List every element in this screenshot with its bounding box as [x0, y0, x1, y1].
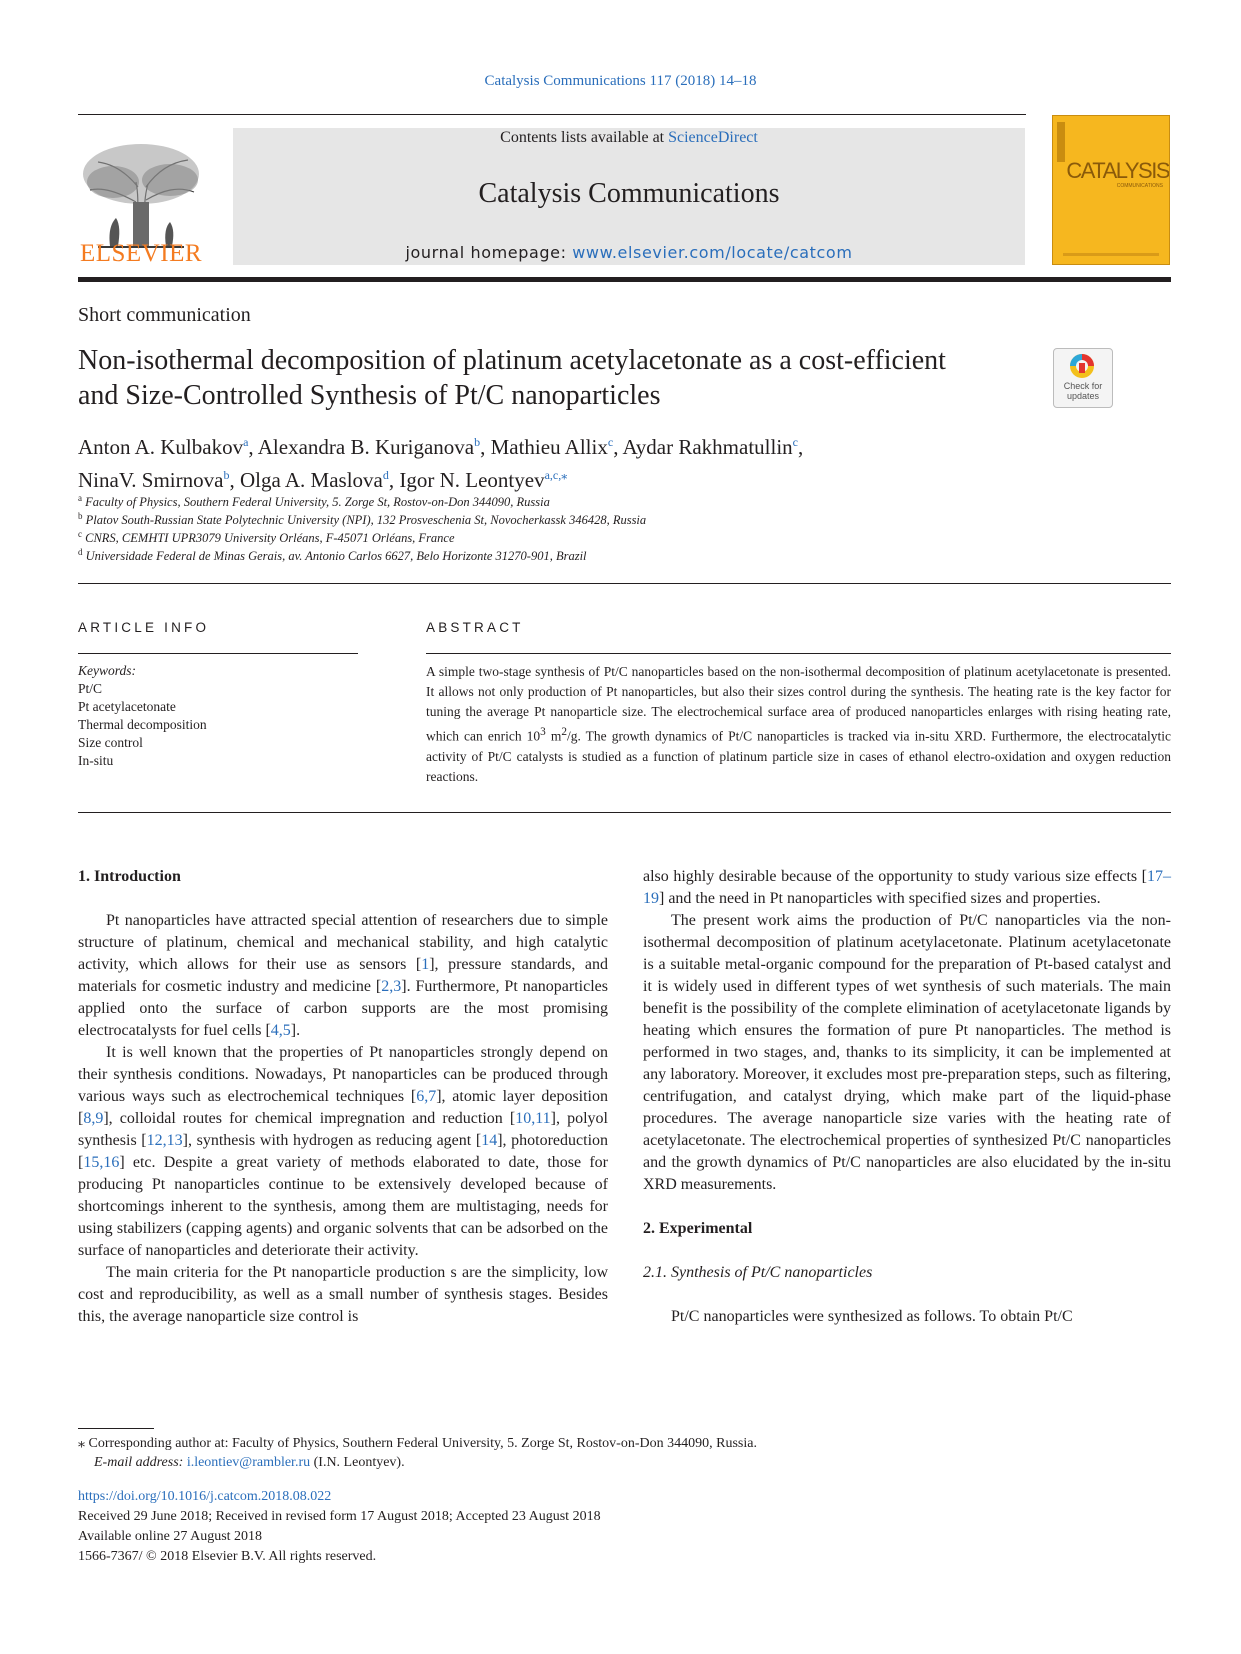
- copyright: 1566-7367/ © 2018 Elsevier B.V. All rights reserved.: [78, 1549, 377, 1564]
- contents-line: [233, 129, 1025, 147]
- cover-footer: [1063, 253, 1159, 256]
- footnote-rule: [78, 1428, 154, 1429]
- keywords-label: Keywords:: [78, 663, 136, 678]
- abstract-text: [426, 662, 1171, 787]
- sciencedirect-link[interactable]: ScienceDirect: [668, 129, 758, 146]
- affiliation-c: [78, 529, 455, 546]
- author-name[interactable]: Anton A. Kulbakov: [78, 435, 244, 459]
- footnote-star: ⁎: [78, 1436, 85, 1451]
- text: ], atomic layer deposition [: [78, 1088, 609, 1127]
- affiliation-text: Platov South-Russian State Polytechnic University (NPI), 132 Prosveschenia St, Novocherkassk 346428, Russia: [85, 513, 647, 528]
- publication-info: [78, 1487, 601, 1567]
- crossmark-icon: [1069, 353, 1095, 379]
- experimental-paragraph-1: Pt/C nanoparticles were synthesized as follows. To obtain Pt/C: [671, 1308, 1073, 1325]
- introduction-heading: 1. Introduction: [78, 868, 181, 885]
- experimental-heading: 2. Experimental: [643, 1220, 753, 1237]
- author-affiliation-ref[interactable]: b: [474, 435, 481, 449]
- citation-link[interactable]: 8,9: [83, 1110, 104, 1127]
- header-thick-rule: [78, 277, 1171, 282]
- citation-link[interactable]: 14: [481, 1132, 498, 1149]
- text: ], polyol synthesis [: [78, 1110, 608, 1149]
- email-owner: (I.N. Leontyev).: [313, 1455, 405, 1470]
- keywords-block: [78, 662, 207, 770]
- author-name[interactable]: Aydar Rakhmatullin: [622, 435, 793, 459]
- citation-link[interactable]: 10,11: [515, 1110, 551, 1127]
- footnote-text: Corresponding author at: Faculty of Physics, Southern Federal University, 5. Zorge St, Rostov-on-Don 344090, Russia.: [88, 1436, 757, 1451]
- affiliation-key: d: [78, 547, 83, 557]
- journal-cover-image[interactable]: [1052, 115, 1170, 265]
- abstract-part: m: [545, 728, 562, 744]
- author-name[interactable]: NinaV. Smirnova: [78, 468, 224, 492]
- intro-paragraph-3: The main criteria for the Pt nanoparticle production s are the simplicity, low cost and reproducibility, as well as a small number of synthesis stages. Besides this, the average nanoparticle size control is: [78, 1264, 608, 1325]
- homepage-link[interactable]: www.elsevier.com/locate/catcom: [572, 243, 853, 262]
- cover-title: CATALYSIS: [1066, 158, 1169, 183]
- text: ], synthesis with hydrogen as reducing agent [: [182, 1132, 482, 1149]
- keyword: Size control: [78, 735, 143, 750]
- abstract-part: /g. The growth dynamics of Pt/C nanoparticles is tracked via in-situ XRD. Furthermore, the electrocatalytic activity of Pt/C catalysts is studied as a function of platinum particle size in cases of ethanol electro-oxidation and oxygen reduction reactions.: [426, 728, 1171, 784]
- keyword: Pt/C: [78, 681, 103, 696]
- email-link[interactable]: i.leontiev@rambler.ru: [186, 1455, 311, 1470]
- body-right-column: [643, 866, 1171, 1328]
- text: ], photoreduction [: [78, 1132, 609, 1171]
- citation-link[interactable]: 2,3: [381, 978, 402, 995]
- affiliation-key: a: [78, 493, 82, 503]
- text: Pt nanoparticles have attracted special attention of researchers due to simple structure of platinum, chemical and mechanical stability, and high catalytic activity, which allows for their use as sensors [: [78, 912, 608, 973]
- intro-paragraph-2: [78, 1042, 608, 1262]
- intro-paragraph-3-continued: [643, 866, 1171, 910]
- intro-paragraph-1: [78, 910, 608, 1042]
- cover-strip: [1057, 122, 1065, 162]
- abstract-heading: ABSTRACT: [426, 620, 524, 635]
- citation-link[interactable]: 4,5: [270, 1022, 291, 1039]
- author-affiliation-ref[interactable]: d: [382, 468, 389, 482]
- text: ], colloidal routes for chemical impregnation and reduction [: [103, 1110, 516, 1127]
- affiliation-d: [78, 547, 587, 564]
- author-name[interactable]: Mathieu Allix: [490, 435, 608, 459]
- affiliation-b: [78, 511, 646, 528]
- cover-subtitle: COMMUNICATIONS: [1116, 183, 1163, 189]
- journal-title: Catalysis Communications: [478, 178, 780, 209]
- author-affiliation-ref[interactable]: a: [243, 435, 249, 449]
- citation-link[interactable]: 17–19: [643, 868, 1171, 907]
- crossmark-label: Check for updates: [1063, 381, 1103, 401]
- homepage-prefix: journal homepage:: [405, 243, 573, 262]
- affiliation-text: CNRS, CEMHTI UPR3079 University Orléans, F-45071 Orléans, France: [85, 531, 455, 546]
- article-type: Short communication: [78, 304, 251, 326]
- abstract-exponent: 2: [561, 726, 567, 738]
- received-dates: Received 29 June 2018; Received in revised form 17 August 2018; Accepted 23 August 2018: [78, 1509, 601, 1524]
- abstract-bottom-rule: [78, 812, 1171, 813]
- author-affiliation-ref[interactable]: c: [792, 435, 798, 449]
- email-label: E-mail address:: [94, 1455, 184, 1470]
- abstract-exponent: 3: [540, 726, 546, 738]
- header-rule: [78, 114, 1026, 115]
- abstract-part: A simple two-stage synthesis of Pt/C nanoparticles based on the non-isothermal decomposition of platinum acetylacetonate is presented. It allows not only production of Pt nanoparticles, but also their sizes control during the synthesis. The heating rate is the key factor for tuning the average Pt nanoparticle size. The electrochemical surface area of produced nanoparticles enlarges with rising heating rate, which can enrich 10: [426, 664, 1171, 744]
- text: It is well known that the properties of Pt nanoparticles strongly depend on their synthesis conditions. Nowadays, Pt nanoparticles can be produced through various ways such as electrochemical techniques [: [78, 1044, 608, 1105]
- affiliation-a: [78, 493, 550, 510]
- citation-link[interactable]: 1: [421, 956, 430, 973]
- affiliation-text: Universidade Federal de Minas Gerais, av. Antonio Carlos 6627, Belo Horizonte 31270-901, Brazil: [85, 549, 587, 564]
- synthesis-subheading: 2.1. Synthesis of Pt/C nanoparticles: [643, 1264, 873, 1281]
- contents-prefix: Contents lists available at: [500, 129, 669, 146]
- article-info-heading: ARTICLE INFO: [78, 620, 210, 635]
- affiliations-rule: [78, 583, 1171, 584]
- text: ].: [290, 1022, 301, 1039]
- text: ]. Furthermore, Pt nanoparticles applied onto the surface of carbon supports are the most promising electrocatalysts for fuel cells [: [78, 978, 608, 1039]
- author-affiliation-ref[interactable]: a,c,⁎: [544, 468, 568, 482]
- article-info-rule: [78, 653, 358, 654]
- check-for-updates-button[interactable]: [1053, 348, 1113, 408]
- affiliation-key: b: [78, 511, 83, 521]
- author-affiliation-ref[interactable]: b: [223, 468, 230, 482]
- body-left-column: [78, 866, 608, 1328]
- doi-link[interactable]: https://doi.org/10.1016/j.catcom.2018.08.022: [78, 1489, 332, 1504]
- abstract-rule: [426, 653, 1171, 654]
- keyword: Pt acetylacetonate: [78, 699, 176, 714]
- author-affiliation-ref[interactable]: c: [607, 435, 614, 449]
- article-title: Non-isothermal decomposition of platinum acetylacetonate as a cost-efficient and Size-Controlled Synthesis of Pt/C nanoparticles: [78, 345, 946, 411]
- author-list: Anton A. Kulbakov$^a$, Alexandra B. Kuriganova$^b$, Mathieu Allix$^c$, Aydar Rakhmatullin$^c$, NinaV. Smirnova$^b$, Olga A. Maslova$^d$, Igor N. Leontyev$^{a,c,⁎}$: [78, 435, 804, 492]
- citation-link[interactable]: 6,7: [416, 1088, 437, 1105]
- intro-paragraph-4: The present work aims the production of Pt/C nanoparticles via the non-isothermal decomposition of platinum acetylacetonate. Platinum acetylacetonate is a suitable metal-organic compound for the preparation of Pt-based catalyst and it is widely used in different types of wet synthesis of such materials. The main benefit is the possibility of the complete elimination of acetylacetonate ligands by heating which ensures the formation of pure Pt nanoparticles. The method is performed in two stages, and, thanks to its simplicity, it can be implemented at any laboratory. Moreover, it excludes most pre-preparation steps, such as filtering, centrifugation, and catalyst drying, which make part of the liquid-phase procedures. The average nanoparticle size varies with the heating rate of acetylacetonate. The electrochemical properties of synthesized Pt/C nanoparticles and the growth dynamics of Pt/C nanoparticles are also elucidated by the in-situ XRD measurements.: [643, 912, 1171, 1193]
- author-name[interactable]: Alexandra B. Kuriganova: [257, 435, 475, 459]
- author-name[interactable]: Igor N. Leontyev: [399, 468, 545, 492]
- text: ] and the need in Pt nanoparticles with specified sizes and properties.: [659, 890, 1101, 907]
- available-online: Available online 27 August 2018: [78, 1529, 263, 1544]
- text: also highly desirable because of the opportunity to study various size effects [: [643, 868, 1147, 885]
- text: ] etc. Despite a great variety of methods elaborated to date, those for producing Pt nanoparticles continue to be extensively developed because of shortcomings inherent to the synthesis, among them are multistaging, needs for using stabilizers (capping agents) and organic solvents that can be adsorbed on the surface of nanoparticles and deteriorate their activity.: [78, 1154, 608, 1259]
- keyword: In-situ: [78, 753, 114, 768]
- author-name[interactable]: Olga A. Maslova: [239, 468, 383, 492]
- text: ], pressure standards, and materials for cosmetic industry and medicine [: [78, 956, 609, 995]
- citation-link[interactable]: 15,16: [83, 1154, 120, 1171]
- journal-reference[interactable]: Catalysis Communications 117 (2018) 14–18: [484, 73, 757, 89]
- elsevier-wordmark: ELSEVIER: [79, 240, 203, 267]
- affiliation-key: c: [78, 529, 82, 539]
- corresponding-author-footnote: [78, 1434, 757, 1472]
- affiliation-text: Faculty of Physics, Southern Federal University, 5. Zorge St, Rostov-on-Don 344090, Russia: [85, 495, 550, 510]
- keyword: Thermal decomposition: [78, 717, 207, 732]
- journal-homepage: [233, 243, 1025, 262]
- citation-link[interactable]: 12,13: [146, 1132, 183, 1149]
